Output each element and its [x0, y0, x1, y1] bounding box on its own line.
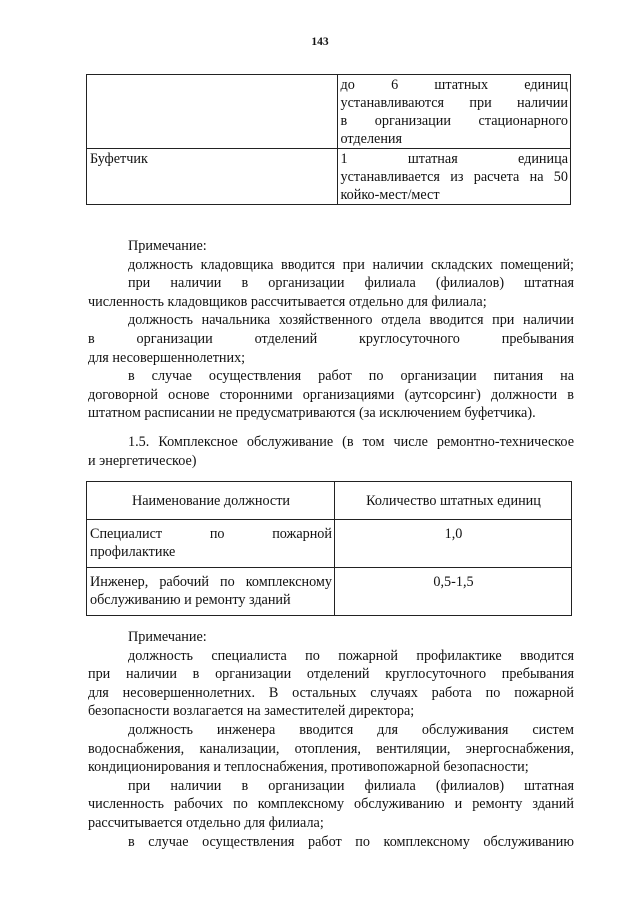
note-line: безопасности возлагается на заместителей директора;	[88, 703, 415, 720]
cell-line: обслуживанию и ремонту зданий	[90, 592, 291, 608]
note-heading: Примечание:	[128, 629, 207, 645]
note-line: должность инженера вводится для обслуживания систем	[128, 721, 574, 738]
column-header-position: Наименование должности	[87, 482, 335, 520]
note-line: договорной основе сторонними организациями (аутсорсинг) должности в	[88, 386, 574, 403]
note-line: при наличии в организации филиала (филиалов) штатная	[128, 275, 574, 292]
cell-line: профилактике	[90, 544, 176, 560]
cell-line: койко-мест/мест	[340, 187, 440, 203]
section-line: и энергетическое)	[88, 452, 197, 469]
staff-table-top	[86, 74, 571, 205]
note-line: численность кладовщиков рассчитывается отдельно для филиала;	[88, 293, 487, 310]
position-cell	[87, 520, 335, 568]
note-line: для несовершеннолетних. В остальных случаях работа по пожарной	[88, 684, 574, 701]
cell-line: 1 штатная единица	[340, 151, 568, 167]
table-row	[87, 520, 572, 568]
note-line: должность специалиста по пожарной профилактике вводится	[128, 647, 574, 664]
position-cell: Буфетчик	[87, 149, 338, 205]
page-number: 143	[311, 36, 329, 48]
note-line: при наличии в организации филиала (филиалов) штатная	[128, 777, 574, 794]
note-line: в случае осуществления работ по организации питания на	[128, 368, 574, 385]
note-line: кондиционирования и теплоснабжения, противопожарной безопасности;	[88, 759, 529, 776]
note-line: численность рабочих по комплексному обслуживанию и ремонту зданий	[88, 796, 574, 813]
position-cell	[87, 75, 338, 149]
note-line: должность кладовщика вводится при наличии складских помещений;	[128, 256, 574, 273]
cell-line: устанавливается из расчета на 50	[340, 169, 568, 185]
note-line: для несовершеннолетних;	[88, 349, 246, 366]
note-line: рассчитывается отдельно для филиала;	[88, 814, 324, 831]
position-cell	[87, 568, 335, 616]
column-header-count: Количество штатных единиц	[335, 482, 572, 520]
cell-line: в организации стационарного	[340, 113, 568, 129]
note-line: в случае осуществления работ по комплексному обслуживанию	[128, 833, 574, 850]
note-line: в организации отделений круглосуточного пребывания	[88, 330, 574, 347]
table-row	[87, 75, 571, 149]
cell-line: устанавливаются при наличии	[340, 95, 568, 111]
count-cell	[337, 75, 570, 149]
note-line: должность начальника хозяйственного отдела вводится при наличии	[128, 312, 574, 329]
count-cell	[337, 149, 570, 205]
cell-line: Специалист по пожарной	[90, 526, 332, 542]
cell-line: до 6 штатных единиц	[340, 77, 568, 93]
count-cell: 0,5-1,5	[335, 568, 572, 616]
cell-line: Инженер, рабочий по комплексному	[90, 574, 332, 590]
table-row	[87, 149, 571, 205]
count-cell: 1,0	[335, 520, 572, 568]
table-header-row	[87, 482, 572, 520]
cell-line: отделения	[340, 131, 403, 147]
table-row	[87, 568, 572, 616]
note-line: штатном расписании не предусматриваются (за исключением буфетчика).	[88, 405, 536, 422]
note-line: водоснабжения, канализации, отопления, вентиляции, энергоснабжения,	[88, 740, 574, 757]
staff-table-maintenance	[86, 481, 572, 616]
note-line: при наличии в организации отделений круглосуточного пребывания	[88, 666, 574, 683]
section-line: 1.5. Комплексное обслуживание (в том числе ремонтно-техническое	[128, 434, 574, 450]
note-2	[88, 628, 574, 851]
section-heading	[88, 433, 574, 470]
note-1	[88, 237, 574, 423]
note-heading: Примечание:	[128, 238, 207, 254]
